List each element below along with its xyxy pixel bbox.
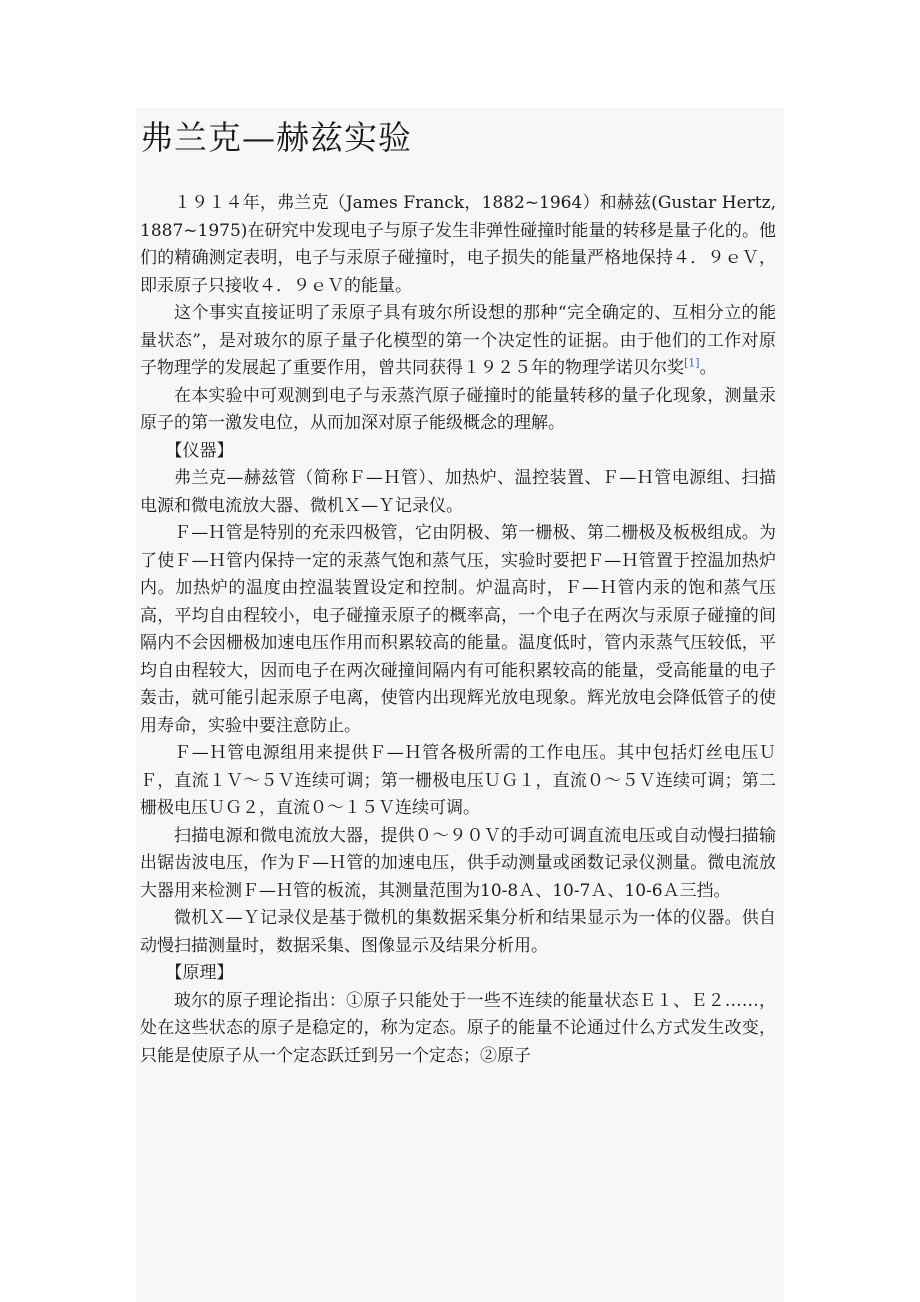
intro-paragraph-2 bbox=[140, 300, 776, 383]
reference-link[interactable]: [1] bbox=[684, 356, 700, 370]
document-body bbox=[140, 112, 776, 1070]
section-heading-instruments: 【仪器】 bbox=[165, 440, 234, 461]
intro-paragraph-3: 在本实验中可观测到电子与汞蒸汽原子碰撞时的能量转移的量子化现象，测量汞原子的第一激发电位，从而加深对原子能级概念的理解。 bbox=[140, 385, 776, 433]
instruments-paragraph-1: 弗兰克—赫兹管（简称Ｆ—Ｈ管）、加热炉、温控装置、Ｆ—Ｈ管电源组、扫描电源和微电流放大器、微机Ｘ—Ｙ记录仪。 bbox=[140, 468, 776, 516]
principle-paragraph-1: 玻尔的原子理论指出：①原子只能处于一些不连续的能量状态Ｅ１、Ｅ２……，处在这些状态的原子是稳定的，称为定态。原子的能量不论通过什么方式发生改变，只能是使原子从一个定态跃迁到另一个定态；②原子 bbox=[140, 990, 776, 1066]
instruments-paragraph-2: Ｆ—Ｈ管是特别的充汞四极管，它由阴极、第一栅极、第二栅极及板极组成。为了使Ｆ—Ｈ管内保持一定的汞蒸气饱和蒸气压，实验时要把Ｆ—Ｈ管置于控温加热炉内。加热炉的温度由控温装置设定和控制。炉温高时，Ｆ—Ｈ管内汞的饱和蒸气压高，平均自由程较小，电子碰撞汞原子的概率高，一个电子在两次与汞原子碰撞的间隔内不会因栅极加速电压作用而积累较高的能量。温度低时，管内汞蒸气压较低，平均自由程较大，因而电子在两次碰撞间隔内有可能积累较高的能量，受高能量的电子轰击，就可能引起汞原子电离，使管内出现辉光放电现象。辉光放电会降低管子的使用寿命，实验中要注意防止。 bbox=[140, 523, 776, 736]
section-heading-principle: 【原理】 bbox=[165, 963, 234, 983]
intro-paragraph-2-end: 。 bbox=[699, 358, 717, 378]
instruments-paragraph-4: 扫描电源和微电流放大器，提供０～９０Ｖ的手动可调直流电压或自动慢扫描输出锯齿波电压，作为Ｆ—Ｈ管的加速电压，供手动测量或函数记录仪测量。微电流放大器用来检测Ｆ—Ｈ管的板流，其测量范围为10-8Ａ、10-7Ａ、10-6Ａ三挡。 bbox=[140, 825, 776, 901]
instruments-paragraph-5: 微机Ｘ—Ｙ记录仪是基于微机的集数据采集分析和结果显示为一体的仪器。供自动慢扫描测量时，数据采集、图像显示及结果分析用。 bbox=[140, 908, 776, 956]
intro-paragraph-2-text: 这个事实直接证明了汞原子具有玻尔所设想的那种“完全确定的、互相分立的能量状态”，是对玻尔的原子量子化模型的第一个决定性的证据。由于他们的工作对原子物理学的发展起了重要作用，曾共同获得１９２５年的物理学诺贝尔奖 bbox=[140, 303, 776, 378]
instruments-paragraph-3: Ｆ—Ｈ管电源组用来提供Ｆ—Ｈ管各极所需的工作电压。其中包括灯丝电压ＵＦ，直流１Ｖ～５Ｖ连续可调；第一栅极电压ＵＧ１，直流０～５Ｖ连续可调；第二栅极电压ＵＧ２，直流０～１５Ｖ连续可调。 bbox=[140, 743, 776, 818]
intro-paragraph-1: １９１４年，弗兰克（James Franck，1882~1964）和赫兹(Gustar Hertz,1887~1975)在研究中发现电子与原子发生非弹性碰撞时能量的转移是量子化的。他们的精确测定表明，电子与汞原子碰撞时，电子损失的能量严格地保持４．９ｅＶ，即汞原子只接收４．９ｅＶ的能量。 bbox=[140, 193, 776, 296]
page-title: 弗兰克—赫兹实验 bbox=[140, 118, 412, 157]
